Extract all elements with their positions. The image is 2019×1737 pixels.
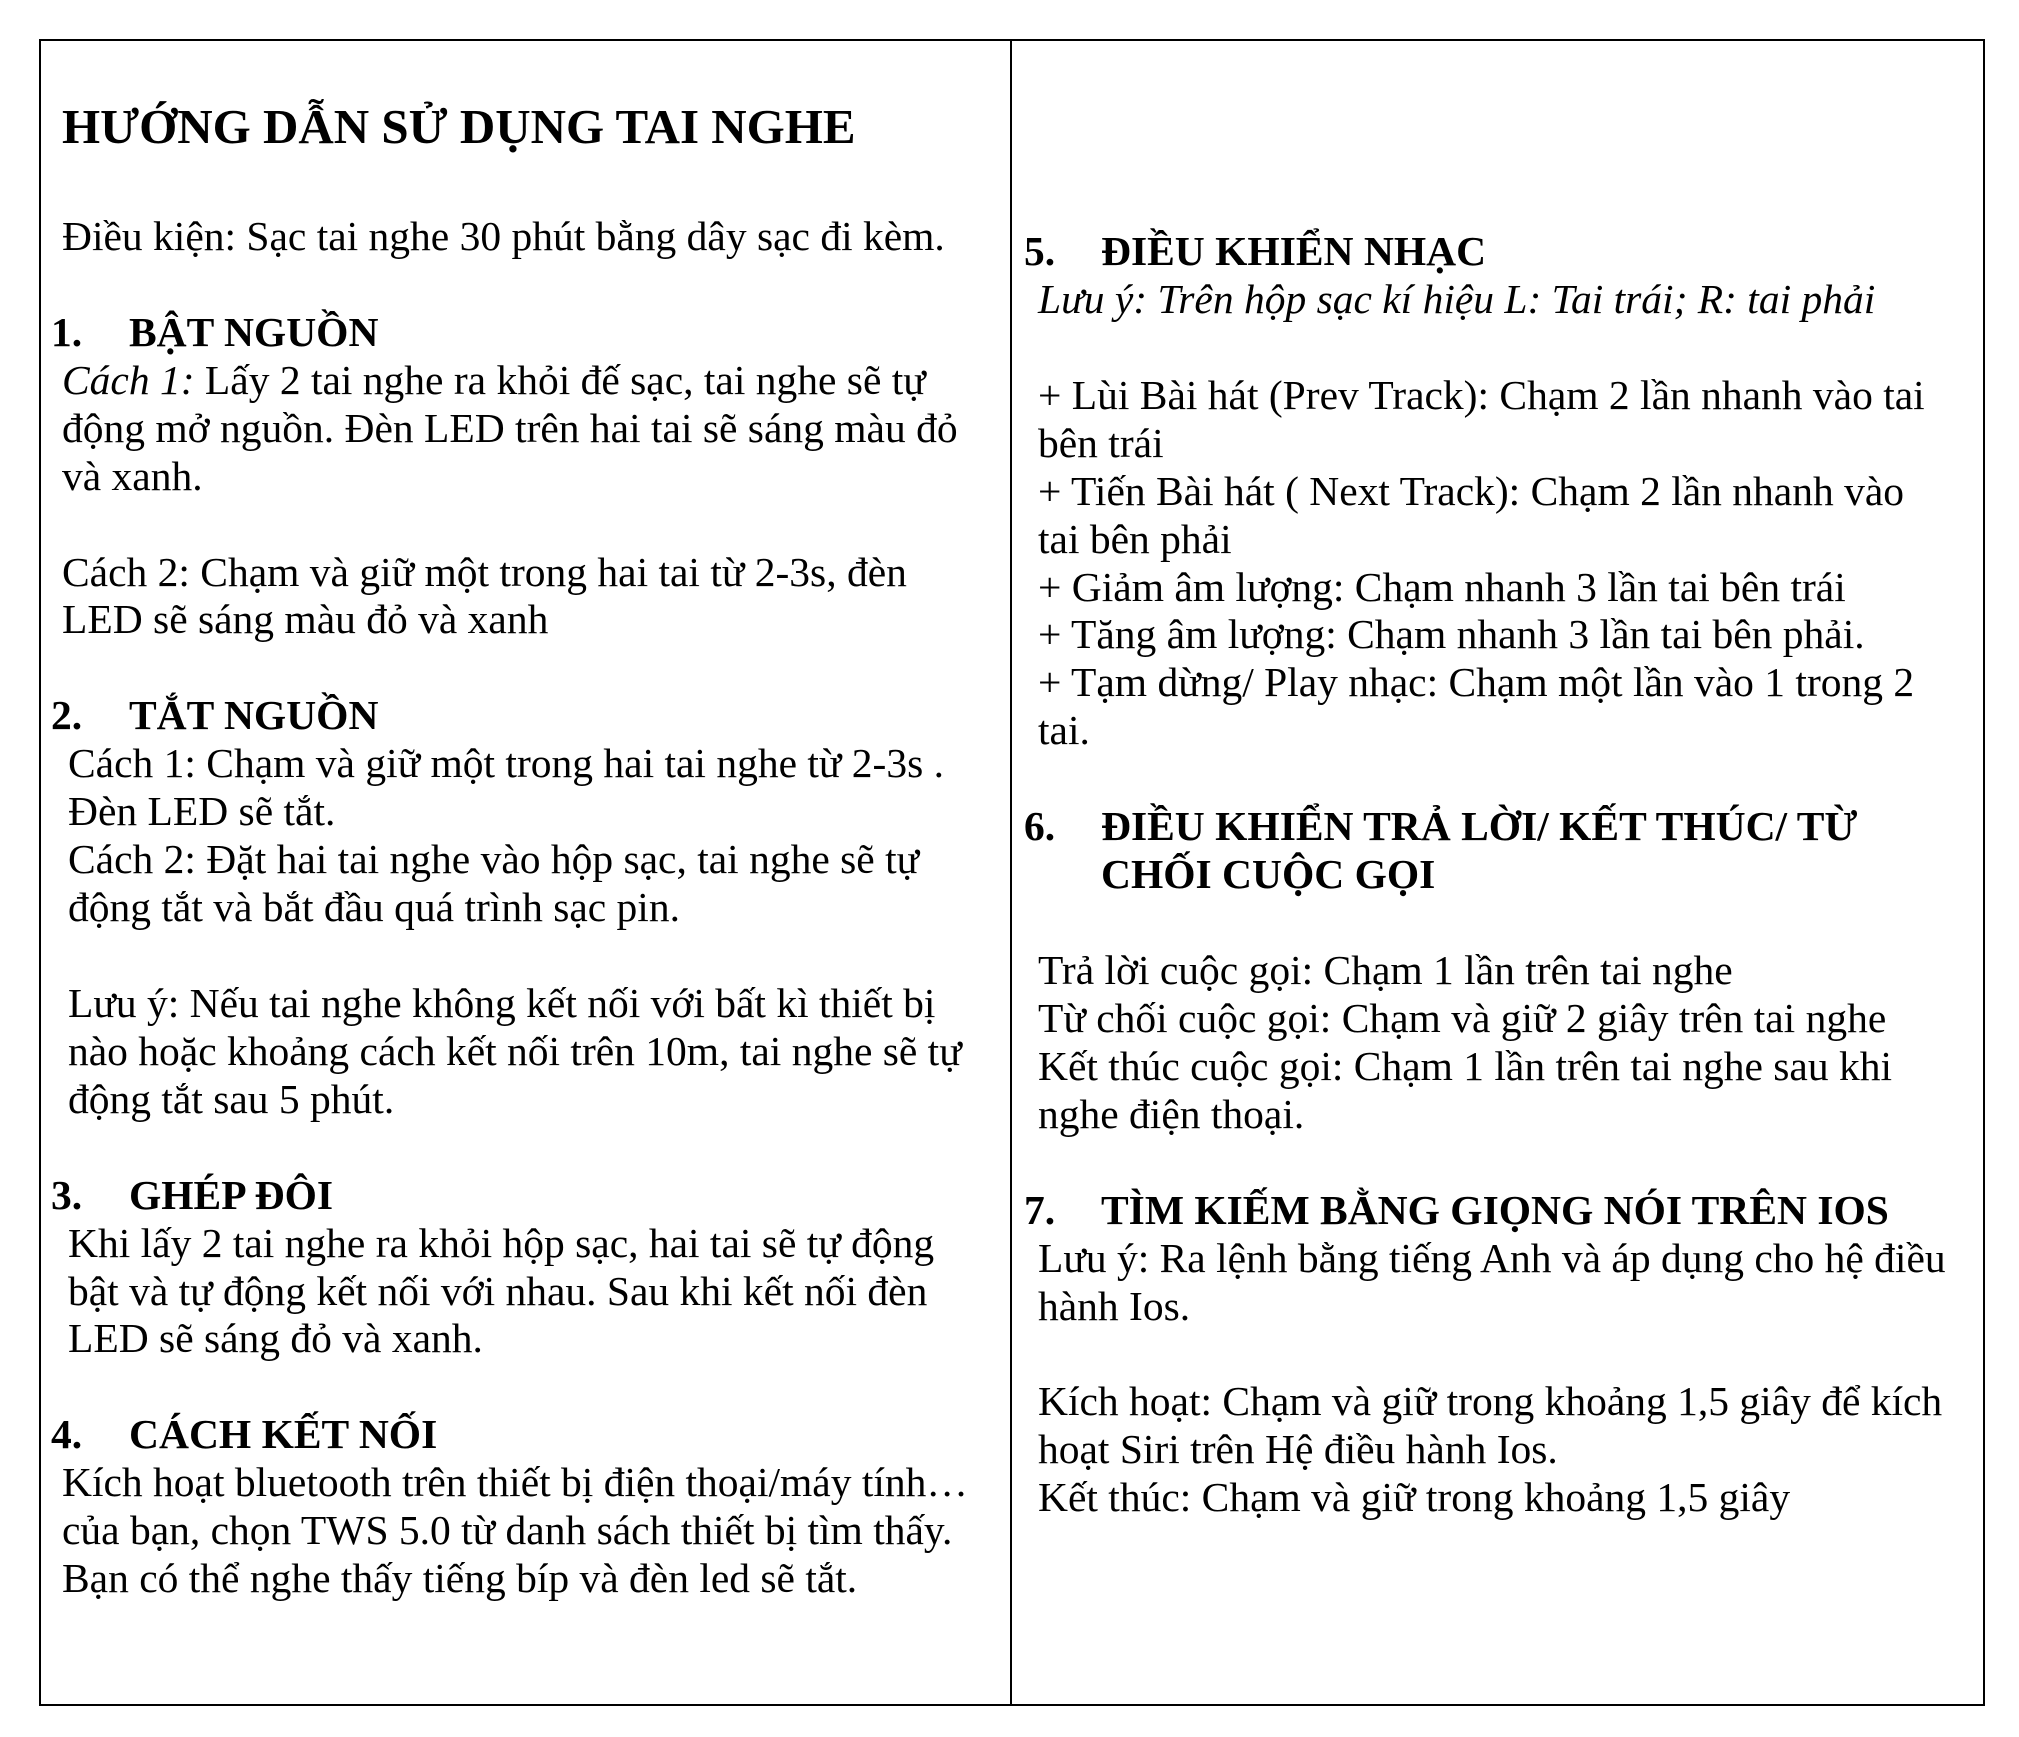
text-line: Lưu ý: Nếu tai nghe không kết nối với bất kì thiết bị — [68, 979, 936, 1026]
section-title-line: BẬT NGUỒN — [129, 308, 379, 355]
paragraph — [0, 357, 1005, 501]
section-music-control — [1011, 228, 1986, 755]
text-line: + Tạm dừng/ Play nhạc: Chạm một lần vào 1 trong 2 — [1038, 659, 1915, 706]
text-line: LED sẽ sáng màu đỏ và xanh — [62, 596, 549, 643]
condition-text: Điều kiện: Sạc tai nghe 30 phút bằng dây sạc đi kèm. — [62, 213, 945, 259]
text-line: nào hoặc khoảng cách kết nối trên 10m, tai nghe sẽ tự — [68, 1027, 962, 1074]
section-title-line: ĐIỀU KHIỂN NHẠC — [1101, 228, 1487, 274]
section-title — [1011, 1187, 1986, 1235]
section-title-line: CÁCH KẾT NỐI — [129, 1411, 438, 1458]
text-line: động tắt sau 5 phút. — [68, 1075, 395, 1122]
paragraph — [0, 549, 1005, 645]
text-line: hoạt Siri trên Hệ điều hành Ios. — [1038, 1426, 1558, 1473]
section-number: 2. — [51, 692, 83, 739]
section-title-line: TẮT NGUỒN — [129, 692, 379, 739]
section-number: 3. — [51, 1171, 83, 1218]
section-title-line: CHỐI CUỘC GỌI — [1101, 851, 1436, 898]
section-pairing — [0, 1172, 1005, 1364]
section-title — [0, 692, 1005, 740]
section-number: 5. — [1024, 228, 1056, 274]
paragraph — [0, 1220, 1005, 1364]
text-line: nghe điện thoại. — [1038, 1090, 1305, 1137]
section-heading — [0, 309, 1005, 357]
right-column — [1011, 228, 1986, 1522]
italic-lead: Cách 1: — [62, 356, 195, 403]
paragraph — [0, 1459, 1005, 1603]
paragraph — [1011, 1378, 1986, 1522]
section-power-off — [0, 692, 1005, 1123]
section-number: 4. — [51, 1411, 83, 1458]
section-heading — [1011, 803, 1986, 899]
text-line: và xanh. — [62, 452, 203, 499]
section-power-on — [0, 309, 1005, 645]
section-number: 6. — [1024, 803, 1056, 850]
text-line: Cách 1: Chạm và giữ một trong hai tai nghe từ 2-3s . — [68, 740, 944, 787]
text-line: Đèn LED sẽ tắt. — [68, 788, 336, 835]
text-line: + Lùi Bài hát (Prev Track): Chạm 2 lần nhanh vào tai — [1038, 371, 1925, 418]
section-number: 1. — [51, 308, 83, 355]
text-line: Cách 2: Chạm và giữ một trong hai tai từ 2-3s, đèn — [62, 548, 907, 595]
text-line: LED sẽ sáng đỏ và xanh. — [68, 1315, 483, 1362]
section-heading — [0, 1172, 1005, 1220]
left-column — [0, 213, 1005, 1603]
text-line: Kích hoạt: Chạm và giữ trong khoảng 1,5 giây để kích — [1038, 1378, 1943, 1425]
section-call-control — [1011, 803, 1986, 1139]
note-text: Lưu ý: Trên hộp sạc kí hiệu L: Tai trái; R: tai phải — [1038, 275, 1876, 322]
text-line: bật và tự động kết nối với nhau. Sau khi kết nối đèn — [68, 1267, 928, 1314]
paragraph — [0, 740, 1005, 932]
text-line — [62, 357, 1005, 405]
section-title — [0, 1411, 1005, 1459]
section-title — [0, 309, 1005, 357]
text-line: Kết thúc: Chạm và giữ trong khoảng 1,5 giây — [1038, 1474, 1791, 1521]
paragraph — [1011, 372, 1986, 756]
section-title — [0, 1172, 1005, 1220]
text-line: Bạn có thể nghe thấy tiếng bíp và đèn led sẽ tắt. — [62, 1555, 858, 1602]
text-line: Lưu ý: Ra lệnh bằng tiếng Anh và áp dụng cho hệ điều — [1038, 1234, 1946, 1281]
text-line: + Tiến Bài hát ( Next Track): Chạm 2 lần nhanh vào — [1038, 467, 1905, 514]
section-heading — [0, 1411, 1005, 1459]
text-line: động mở nguồn. Đèn LED trên hai tai sẽ sáng màu đỏ — [62, 404, 958, 451]
paragraph — [0, 980, 1005, 1124]
section-title-line: ĐIỀU KHIỂN TRẢ LỜI/ KẾT THÚC/ TỪ — [1101, 803, 1858, 850]
text-line: tai bên phải — [1038, 515, 1232, 562]
text-line: Từ chối cuộc gọi: Chạm và giữ 2 giây trên tai nghe — [1038, 994, 1887, 1041]
text-line: Kết thúc cuộc gọi: Chạm 1 lần trên tai nghe sau khi — [1038, 1042, 1892, 1089]
section-title-line: TÌM KIẾM BẰNG GIỌNG NÓI TRÊN IOS — [1101, 1186, 1889, 1233]
text-run: Lấy 2 tai nghe ra khỏi đế sạc, tai nghe sẽ tự — [194, 356, 926, 403]
section-heading — [0, 692, 1005, 740]
text-line: hành Ios. — [1038, 1282, 1191, 1329]
section-heading — [1011, 228, 1986, 276]
paragraph — [1011, 947, 1986, 1139]
text-line: Khi lấy 2 tai nghe ra khỏi hộp sạc, hai tai sẽ tự động — [68, 1219, 935, 1266]
section-voice-search-ios — [1011, 1187, 1986, 1523]
text-line: Cách 2: Đặt hai tai nghe vào hộp sạc, tai nghe sẽ tự — [68, 836, 920, 883]
document-title: HƯỚNG DẪN SỬ DỤNG TAI NGHE — [62, 99, 856, 154]
text-line: động tắt và bắt đầu quá trình sạc pin. — [68, 884, 680, 931]
text-line: Kích hoạt bluetooth trên thiết bị điện thoại/máy tính… — [62, 1459, 968, 1506]
text-line: + Giảm âm lượng: Chạm nhanh 3 lần tai bên trái — [1038, 563, 1846, 610]
text-line: + Tăng âm lượng: Chạm nhanh 3 lần tai bên phải. — [1038, 611, 1865, 658]
section-title — [1011, 803, 1986, 899]
section-title-line: GHÉP ĐÔI — [129, 1171, 334, 1218]
text-line: của bạn, chọn TWS 5.0 từ danh sách thiết bị tìm thấy. — [62, 1507, 953, 1554]
section-heading — [1011, 1187, 1986, 1235]
section-connect — [0, 1411, 1005, 1603]
paragraph — [1011, 1235, 1986, 1331]
text-line: bên trái — [1038, 419, 1164, 466]
section-number: 7. — [1024, 1186, 1056, 1233]
text-line: Trả lời cuộc gọi: Chạm 1 lần trên tai nghe — [1038, 947, 1733, 994]
text-line: tai. — [1038, 707, 1090, 754]
section-title — [1011, 228, 1986, 276]
